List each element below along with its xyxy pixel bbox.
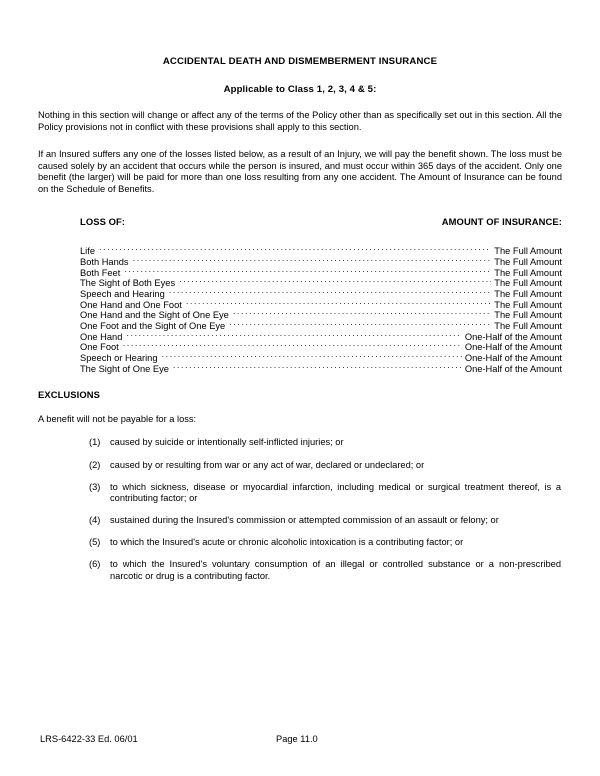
benefit-amount-value: One-Half of the Amount xyxy=(464,342,562,353)
exclusion-item-number: (3) xyxy=(89,481,101,492)
dot-leader xyxy=(123,340,462,351)
benefit-row xyxy=(80,254,562,265)
dot-leader xyxy=(229,318,491,329)
exclusion-item-text: to which the Insured's acute or chronic alcoholic intoxication is a contributing factor; or xyxy=(110,537,464,548)
benefit-amount-value: One-Half of the Amount xyxy=(464,331,562,342)
exclusion-item-number: (5) xyxy=(89,537,101,548)
benefit-amount-value: The Full Amount xyxy=(494,246,562,257)
benefit-row xyxy=(80,329,562,340)
exclusion-item-text: to which sickness, disease or myocardial infarction, including medical or surgical treatment thereof, is a contributing factor; or xyxy=(110,481,561,504)
dot-leader xyxy=(124,265,491,276)
exclusion-item-text: caused by suicide or intentionally self-inflicted injuries; or xyxy=(110,437,344,448)
benefit-loss-label: Life xyxy=(80,246,95,257)
benefit-loss-label: One Hand and One Foot xyxy=(80,299,182,310)
benefit-amount-value: The Full Amount xyxy=(494,256,562,267)
exclusion-item xyxy=(38,437,562,449)
exclusion-item-number: (2) xyxy=(89,459,101,470)
exclusion-item xyxy=(38,537,562,549)
dot-leader xyxy=(99,244,491,255)
exclusion-item-text: sustained during the Insured's commission or attempted commission of an assault or felony; or xyxy=(110,515,499,526)
benefit-amount-value: The Full Amount xyxy=(494,278,562,289)
dot-leader xyxy=(126,329,461,340)
benefit-amount-value: One-Half of the Amount xyxy=(464,353,562,364)
intro-paragraph-2: If an Insured suffers any one of the losses listed below, as a result of an Injury, we will pay the benefit shown. The loss must be caused solely by an accident that occurs while the person is insured, and must occur within 365 days of the accident. Only one benefit (the larger) will be paid for more than one loss resulting from any one accident. The Amount of Insurance can be found on the Schedule of Benefits. xyxy=(38,149,562,194)
exclusions-lead-in: A benefit will not be payable for a loss: xyxy=(38,413,197,424)
dot-leader xyxy=(173,361,462,372)
benefit-loss-label: One Hand xyxy=(80,331,123,342)
benefit-amount-value: One-Half of the Amount xyxy=(464,363,562,374)
benefit-loss-label: The Sight of Both Eyes xyxy=(80,278,176,289)
exclusions-heading: EXCLUSIONS xyxy=(38,388,100,400)
benefit-table-header-loss: LOSS OF: xyxy=(80,215,126,227)
intro-paragraph-1: Nothing in this section will change or affect any of the terms of the Policy other than as specifically set out in this section. All the Policy provisions not in conflict with these provisions shall apply to this section. xyxy=(38,110,562,132)
exclusion-item-text: to which the Insured's voluntary consumption of an illegal or controlled substance or a non-prescribed narcotic or drug is a contributing factor. xyxy=(110,559,561,582)
benefit-loss-label: Both Feet xyxy=(80,267,121,278)
benefit-table-header-amount: AMOUNT OF INSURANCE: xyxy=(441,215,562,227)
document-subtitle: Applicable to Class 1, 2, 3, 4 & 5: xyxy=(223,84,377,95)
exclusion-item xyxy=(38,559,562,582)
dot-leader xyxy=(179,276,491,287)
benefit-table-header xyxy=(38,196,562,230)
benefit-amount-value: The Full Amount xyxy=(494,267,562,278)
benefit-amount-value: The Full Amount xyxy=(494,310,562,321)
dot-leader xyxy=(186,297,491,308)
benefit-loss-label: One Hand and the Sight of One Eye xyxy=(80,310,229,321)
exclusions-list xyxy=(38,425,562,582)
benefit-loss-label: Both Hands xyxy=(80,256,129,267)
page-footer xyxy=(38,733,562,745)
exclusion-item xyxy=(38,482,562,505)
benefit-amount-value: The Full Amount xyxy=(494,299,562,310)
benefit-loss-label: One Foot xyxy=(80,342,119,353)
benefit-amount-value: The Full Amount xyxy=(494,321,562,332)
dot-leader xyxy=(133,254,492,265)
exclusion-item-text: caused by or resulting from war or any act of war, declared or undeclared; or xyxy=(110,459,425,470)
benefit-loss-label: One Foot and the Sight of One Eye xyxy=(80,321,226,332)
footer-form-number: LRS-6422-33 Ed. 06/01 xyxy=(40,734,138,744)
exclusion-item xyxy=(38,515,562,527)
dot-leader xyxy=(233,308,491,319)
footer-page-label: Page 11.0 xyxy=(276,734,318,744)
exclusion-item-number: (4) xyxy=(89,515,101,526)
benefit-row xyxy=(80,244,562,255)
document-title: ACCIDENTAL DEATH AND DISMEMBERMENT INSURANCE xyxy=(162,56,438,67)
exclusion-item-number: (6) xyxy=(89,559,101,570)
benefit-loss-label: Speech or Hearing xyxy=(80,353,158,364)
exclusion-item-number: (1) xyxy=(89,437,101,448)
benefit-amount-value: The Full Amount xyxy=(494,289,562,299)
dot-leader xyxy=(162,350,462,361)
benefit-loss-label: Speech and Hearing xyxy=(80,289,165,299)
dot-leader xyxy=(169,286,492,297)
benefit-row xyxy=(80,276,562,287)
benefit-loss-label: The Sight of One Eye xyxy=(80,363,169,374)
benefit-table-body xyxy=(38,230,562,372)
exclusion-item xyxy=(38,460,562,472)
benefit-row xyxy=(80,265,562,276)
